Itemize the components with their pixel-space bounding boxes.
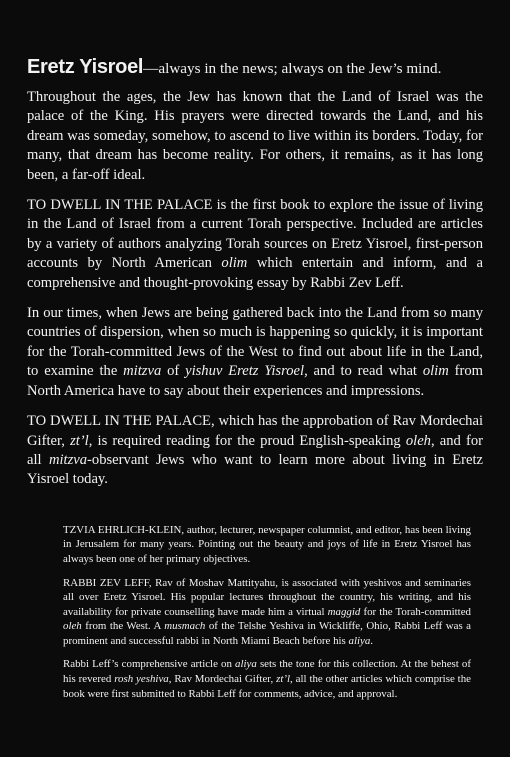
paragraph-text: -observant Jews who want to learn more about living in Eretz Yisroel today. [27, 451, 483, 488]
bio-text: from the West. A [81, 620, 165, 633]
headline-tagline: —always in the news; always on the Jew’s mind. [143, 60, 442, 77]
bio-text: of the Telshe Yeshiva in Wickliffe, Ohio, Rabbi Leff was a prominent and successful rabbi in North Miami Beach before his [63, 620, 471, 647]
paragraph-text: which entertain and inform, and a comprehensive and thought-provoking essay by Rabbi Zev Leff. [27, 255, 483, 291]
paragraph-text: , and to read what [304, 363, 423, 380]
paragraph-text: In our times, when Jews are being gathered back into the Land from so many countries of dispersion, when so much is happening so quickly, it is important for the Torah-committed Jews of the West to find out about life in the Land, to examine the [27, 305, 483, 380]
blurb-paragraph-1 [27, 88, 483, 185]
bio-text: , all the other articles which comprise the book were first submitted to Rabbi Leff for comments, advice, and approval. [63, 673, 471, 700]
bio-text: TZVIA EHRLICH-KLEIN, author, lecturer, newspaper columnist, and editor, has been living in Jerusalem for many years. Pointing out the beauty and joys of life in Eretz Yisroel has always been one of her primary objectives. [63, 523, 471, 565]
paragraph-text: TO DWELL IN THE PALACE, which has the approbation of Rav Mordechai Gifter, [27, 413, 483, 449]
bio-text: sets the tone for this collection. At the behest of his revered [63, 658, 471, 686]
paragraph-text: of [161, 363, 186, 380]
paragraph-text: , is required reading for the proud English-speaking [88, 432, 406, 449]
paragraph-text: from North America have to say about their experiences and impressions. [27, 363, 483, 399]
italic-term: rosh yeshiva [114, 673, 169, 686]
bio-ehrlich-klein [63, 523, 471, 567]
italic-term: aliya [348, 634, 371, 647]
lead-line [27, 58, 483, 78]
italic-term: oleh [405, 432, 431, 449]
italic-term: aliya [235, 658, 257, 671]
blurb-paragraph-3 [27, 304, 483, 401]
author-bios [27, 523, 483, 702]
italic-term: olim [422, 363, 449, 380]
bio-text: RABBI ZEV LEFF, Rav of Moshav Mattityahu, is associated with yeshivos and seminaries all over Eretz Yisroel. His popular lectures throughout the country, his writing, and his availability for private counselling have made him a virtual [63, 576, 471, 618]
italic-term: zt’l [70, 432, 89, 449]
italic-term: oleh [63, 620, 82, 633]
italic-term: olim [221, 255, 248, 272]
blurb-paragraph-4 [27, 412, 483, 490]
italic-term: maggid [327, 605, 361, 618]
bio-zev-leff [63, 576, 471, 649]
italic-term: yishuv Eretz Yisroel [185, 363, 305, 380]
italic-term: mitzva [48, 451, 88, 468]
italic-term: zt’l [276, 673, 291, 686]
italic-term: mitzva [123, 363, 162, 380]
bio-text: . [370, 634, 374, 647]
bio-text: Rabbi Leff’s comprehensive article on [63, 658, 236, 671]
headline-title: Eretz Yisroel [27, 56, 144, 78]
italic-term: musmach [164, 620, 206, 633]
paragraph-text: Throughout the ages, the Jew has known that the Land of Israel was the palace of the King. His prayers were directed towards the Land, and his dream was someday, somehow, to ascend to live within its borders. Today, for many, that dream has become reality. For others, it remains, as it has long been, a far-off ideal. [27, 89, 483, 183]
paragraph-text: , and for all [27, 432, 484, 468]
bio-text: , Rav Mordechai Gifter, [168, 673, 277, 686]
blurb-paragraph-2 [27, 196, 483, 293]
bio-text: for the Torah-committed [360, 605, 471, 618]
blurb-body [27, 88, 483, 490]
bio-collection-note [63, 657, 471, 701]
paragraph-text: TO DWELL IN THE PALACE is the first book to explore the issue of living in the Land of Israel from a current Torah perspective. Included are articles by a variety of authors analyzing Torah sources on Eretz Yisroel, first-person accounts by North American [27, 197, 483, 272]
